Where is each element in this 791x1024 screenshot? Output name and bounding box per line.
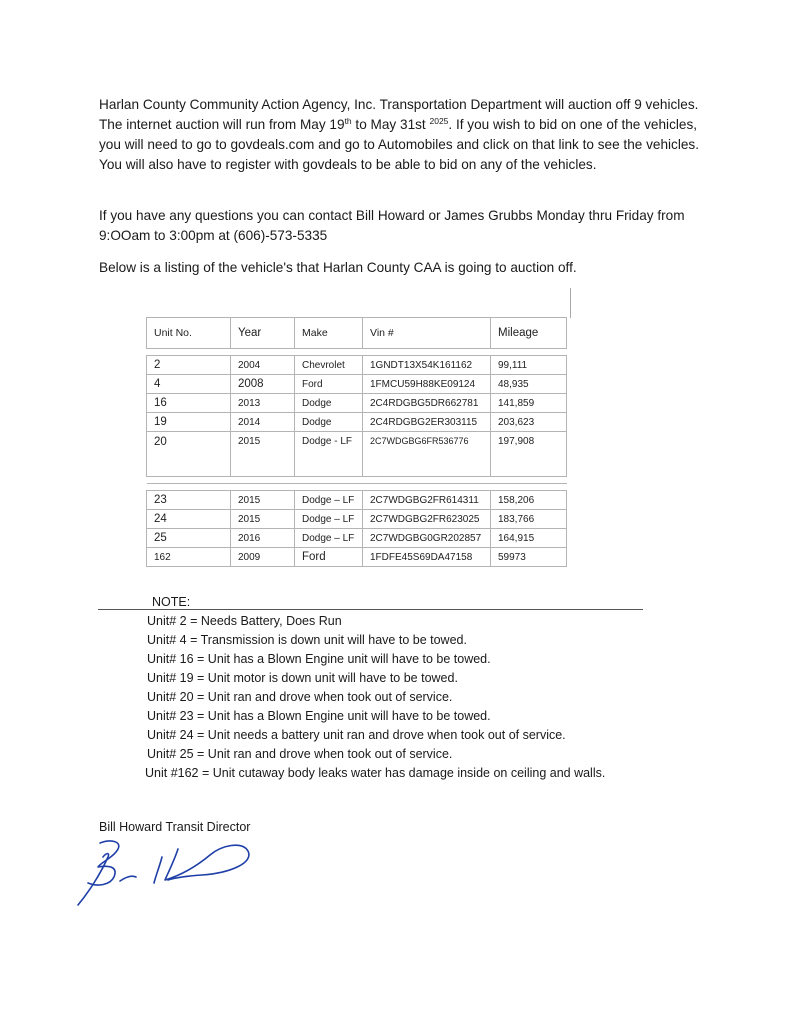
table-row — [147, 529, 567, 548]
cell-unit: 2 — [147, 356, 231, 375]
cell-year: 2004 — [231, 356, 295, 375]
cell-unit: 20 — [147, 432, 231, 477]
note-item: Unit# 16 = Unit has a Blown Engine unit will have to be towed. — [147, 652, 491, 666]
note-divider — [98, 609, 643, 610]
table-header-row — [147, 318, 567, 349]
cell-unit: 162 — [147, 548, 231, 567]
ordinal-superscript: th — [344, 116, 352, 126]
cell-make: Ford — [295, 375, 363, 394]
cell-year: 2015 — [231, 432, 295, 477]
cell-year: 2013 — [231, 394, 295, 413]
table-row — [147, 356, 567, 375]
table-row — [147, 394, 567, 413]
signatory-title: Bill Howard Transit Director — [99, 820, 251, 834]
cell-unit: 25 — [147, 529, 231, 548]
cell-mileage: 183,766 — [491, 510, 567, 529]
cell-unit: 19 — [147, 413, 231, 432]
cell-vin: 2C4RDGBG2ER303115 — [363, 413, 491, 432]
header-make: Make — [295, 318, 363, 349]
cell-unit: 4 — [147, 375, 231, 394]
cell-vin: 2C7WDGBG0GR202857 — [363, 529, 491, 548]
cell-mileage: 164,915 — [491, 529, 567, 548]
intro-text-a: Harlan County Community Action Agency, Inc. Transportation Department will auction off 9 vehicles. The internet auction will run from May 19 — [99, 97, 699, 132]
cell-make: Dodge - LF — [295, 432, 363, 477]
cell-unit: 23 — [147, 491, 231, 510]
cell-year: 2009 — [231, 548, 295, 567]
cell-mileage: 59973 — [491, 548, 567, 567]
header-vin: Vin # — [363, 318, 491, 349]
cell-year: 2008 — [231, 375, 295, 394]
cell-make: Dodge – LF — [295, 529, 363, 548]
cell-year: 2015 — [231, 510, 295, 529]
cell-mileage: 158,206 — [491, 491, 567, 510]
cell-vin: 2C7WDGBG2FR623025 — [363, 510, 491, 529]
note-title: NOTE: — [152, 595, 191, 609]
cell-make: Ford — [295, 548, 363, 567]
intro-text-b: to May 31st — [351, 117, 430, 132]
cell-vin: 1FMCU59H88KE09124 — [363, 375, 491, 394]
cell-mileage: 99,111 — [491, 356, 567, 375]
intro-text-c: . If you wish to bid on one of the vehicles, you will need to go to govdeals.com and go to Automobiles and click on that link to see the vehicles. You will also have to register with govdeals to be able to bid on any of the vehicles. — [99, 117, 699, 172]
stray-line — [570, 288, 571, 318]
table-row — [147, 510, 567, 529]
year-superscript: 2025 — [429, 116, 449, 126]
cell-unit: 24 — [147, 510, 231, 529]
cell-vin: 2C7WDGBG2FR614311 — [363, 491, 491, 510]
note-item: Unit #162 = Unit cutaway body leaks water has damage inside on ceiling and walls. — [145, 766, 606, 780]
cell-year: 2016 — [231, 529, 295, 548]
note-item: Unit# 19 = Unit motor is down unit will have to be towed. — [147, 671, 458, 685]
cell-make: Dodge – LF — [295, 510, 363, 529]
cell-year: 2014 — [231, 413, 295, 432]
header-unit: Unit No. — [147, 318, 231, 349]
note-item: Unit# 25 = Unit ran and drove when took out of service. — [147, 747, 453, 761]
contact-paragraph: If you have any questions you can contact Bill Howard or James Grubbs Monday thru Friday from 9:OOam to 3:00pm at (606)-573-5335 — [99, 208, 685, 243]
vehicle-table — [146, 317, 567, 567]
note-item: Unit# 2 = Needs Battery, Does Run — [147, 614, 342, 628]
handwritten-signature — [70, 835, 260, 910]
table-row — [147, 375, 567, 394]
cell-make: Dodge – LF — [295, 491, 363, 510]
table-row — [147, 432, 567, 477]
cell-mileage: 141,859 — [491, 394, 567, 413]
note-item: Unit# 20 = Unit ran and drove when took out of service. — [147, 690, 453, 704]
cell-unit: 16 — [147, 394, 231, 413]
cell-make: Dodge — [295, 413, 363, 432]
cell-year: 2015 — [231, 491, 295, 510]
table-row — [147, 413, 567, 432]
intro-paragraph — [99, 95, 699, 175]
header-year: Year — [231, 318, 295, 349]
note-item: Unit# 24 = Unit needs a battery unit ran and drove when took out of service. — [147, 728, 566, 742]
table-row — [147, 548, 567, 567]
signature-strokes — [78, 841, 249, 905]
note-item: Unit# 4 = Transmission is down unit will have to be towed. — [147, 633, 467, 647]
cell-make: Dodge — [295, 394, 363, 413]
cell-vin: 2C4RDGBG5DR662781 — [363, 394, 491, 413]
cell-vin: 2C7WDGBG6FR536776 — [363, 432, 491, 477]
cell-mileage: 203,623 — [491, 413, 567, 432]
table-row — [147, 491, 567, 510]
header-mileage: Mileage — [491, 318, 567, 349]
cell-vin: 1GNDT13X54K161162 — [363, 356, 491, 375]
cell-make: Chevrolet — [295, 356, 363, 375]
listing-intro: Below is a listing of the vehicle's that Harlan County CAA is going to auction off. — [99, 260, 577, 275]
cell-mileage: 197,908 — [491, 432, 567, 477]
note-item: Unit# 23 = Unit has a Blown Engine unit will have to be towed. — [147, 709, 491, 723]
cell-mileage: 48,935 — [491, 375, 567, 394]
cell-vin: 1FDFE45S69DA47158 — [363, 548, 491, 567]
